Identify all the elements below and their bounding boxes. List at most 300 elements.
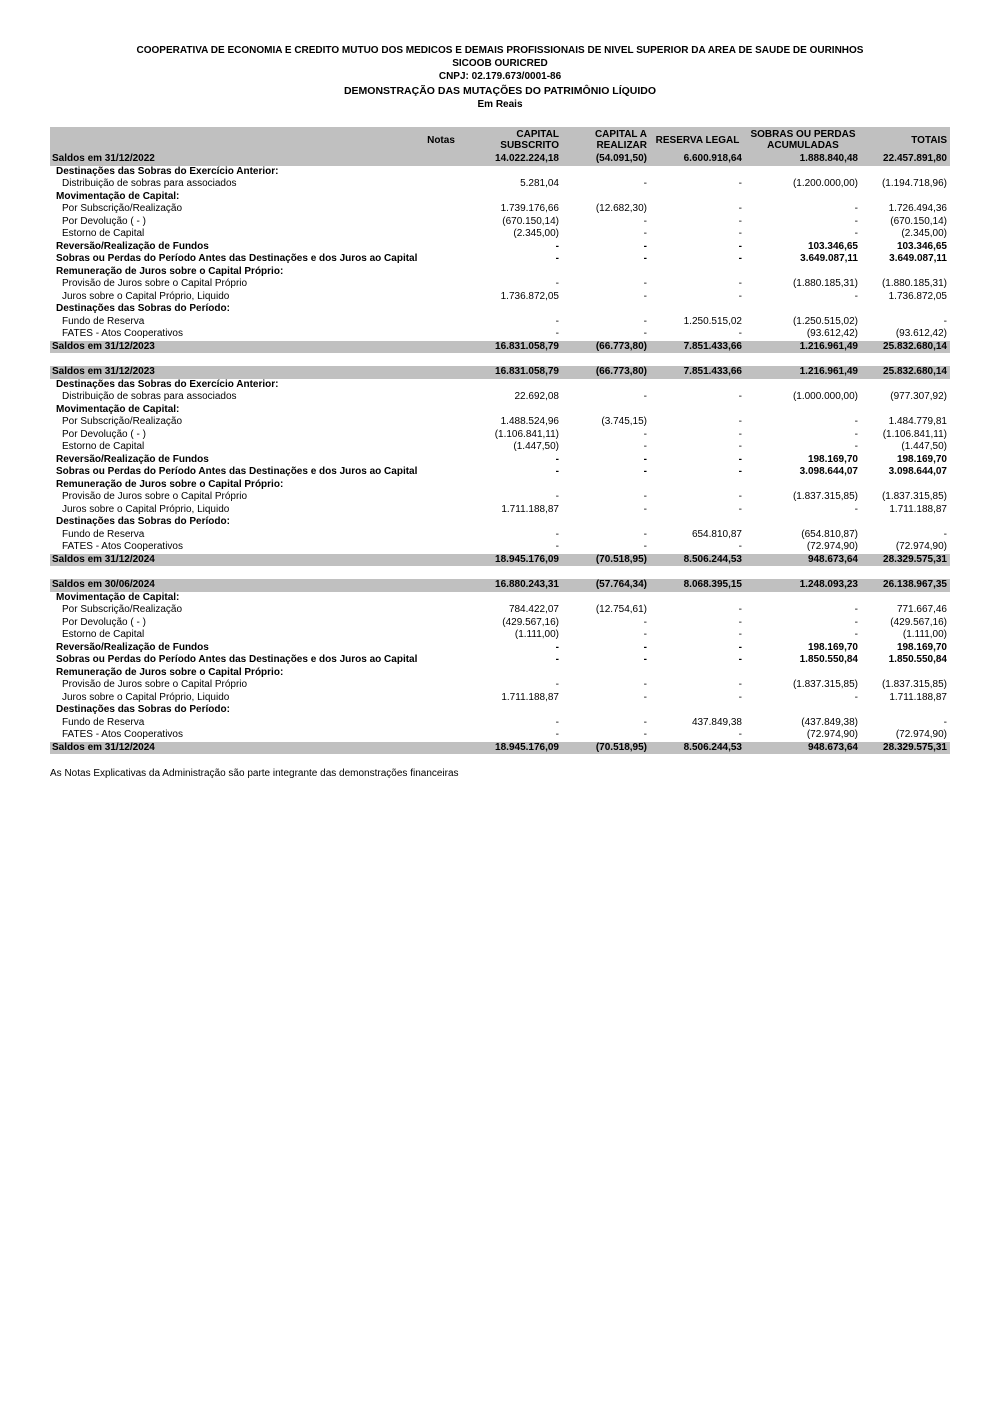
cell-reserva-legal <box>650 303 745 316</box>
cell-notas <box>418 617 464 630</box>
cell-notas <box>418 704 464 717</box>
cell-capital-subscrito: (1.111,00) <box>514 629 559 640</box>
cell-sobras-ou-perdas-acumuladas <box>745 592 861 605</box>
row-label: Destinações das Sobras do Período: <box>56 704 230 715</box>
cell-sobras-ou-perdas-acumuladas <box>745 404 861 417</box>
cell-capital-a-realizar: - <box>643 278 647 289</box>
cell-notas <box>418 178 464 191</box>
row-label: Fundo de Reserva <box>62 528 145 540</box>
row-label: Por Devolução ( - ) <box>62 428 146 440</box>
row-label: Remuneração de Juros sobre o Capital Próprio: <box>56 666 284 678</box>
cell-sobras-ou-perdas-acumuladas: 1.850.550,84 <box>799 654 858 665</box>
table-row <box>50 742 950 755</box>
cell-totais: (1.106.841,11) <box>882 428 947 440</box>
cell-sobras-ou-perdas-acumuladas <box>745 667 861 680</box>
cell-totais: 1.711.188,87 <box>889 503 947 515</box>
cell-capital-a-realizar <box>562 667 650 680</box>
table-row <box>50 654 950 667</box>
cell-notas <box>418 316 464 329</box>
table-row <box>50 316 950 329</box>
table-row <box>50 629 950 642</box>
cell-capital-subscrito: 22.692,08 <box>514 391 559 402</box>
cell-capital-subscrito <box>464 379 562 392</box>
cell-capital-subscrito: 14.022.224,18 <box>464 153 562 166</box>
row-label: Por Subscrição/Realização <box>62 416 183 427</box>
cell-sobras-ou-perdas-acumuladas: - <box>854 629 858 640</box>
cell-totais: (72.974,90) <box>895 729 947 740</box>
column-header-notas: Notas <box>418 127 464 153</box>
cell-capital-a-realizar <box>562 479 650 492</box>
spacer-row <box>50 566 950 579</box>
cell-sobras-ou-perdas-acumuladas: 1.216.961,49 <box>745 341 861 354</box>
row-label: Saldos em 31/12/2023 <box>50 366 418 379</box>
row-label: Fundo de Reserva <box>62 315 145 327</box>
cell-capital-a-realizar: - <box>643 253 647 264</box>
cell-capital-a-realizar: - <box>643 328 647 339</box>
table-row <box>50 717 950 730</box>
row-label: Provisão de Juros sobre o Capital Próprio <box>62 679 248 690</box>
table-row <box>50 253 950 266</box>
cell-capital-subscrito <box>464 303 562 316</box>
cell-notas <box>418 441 464 454</box>
cell-totais: (977.307,92) <box>890 391 947 402</box>
cell-reserva-legal <box>650 404 745 417</box>
cell-notas <box>418 166 464 179</box>
cell-notas <box>418 692 464 705</box>
cell-totais: 3.649.087,11 <box>889 253 947 264</box>
cell-sobras-ou-perdas-acumuladas: (1.880.185,31) <box>792 278 858 289</box>
cell-capital-subscrito <box>464 191 562 204</box>
cell-capital-subscrito: 16.831.058,79 <box>464 366 562 379</box>
table-row <box>50 303 950 316</box>
cell-capital-subscrito: 784.422,07 <box>508 604 559 615</box>
table-row <box>50 178 950 191</box>
cell-notas <box>418 529 464 542</box>
cell-totais: (1.837.315,85) <box>881 679 947 690</box>
cell-capital-a-realizar: - <box>643 541 647 552</box>
cell-reserva-legal: - <box>738 290 742 302</box>
cell-capital-a-realizar: - <box>643 228 647 239</box>
cell-totais: (72.974,90) <box>895 541 947 552</box>
row-label: Saldos em 31/12/2022 <box>50 153 418 166</box>
table-row <box>50 241 950 254</box>
cell-notas <box>418 228 464 241</box>
table-row <box>50 266 950 279</box>
row-label: FATES - Atos Cooperativos <box>62 729 183 740</box>
cell-totais <box>861 516 950 529</box>
row-label: Movimentação de Capital: <box>56 190 180 202</box>
cell-reserva-legal: - <box>738 541 742 552</box>
cell-capital-subscrito: (1.106.841,11) <box>494 428 559 440</box>
cell-totais: 25.832.680,14 <box>861 341 950 354</box>
cell-sobras-ou-perdas-acumuladas: (654.810,87) <box>801 528 858 540</box>
cell-notas <box>418 341 464 354</box>
table-row <box>50 466 950 479</box>
table-row <box>50 366 950 379</box>
table-row <box>50 541 950 554</box>
cell-reserva-legal: - <box>738 391 742 402</box>
cell-sobras-ou-perdas-acumuladas: 198.169,70 <box>807 453 858 465</box>
cell-notas <box>418 429 464 442</box>
cell-notas <box>418 579 464 592</box>
cell-reserva-legal: - <box>738 178 742 189</box>
cell-reserva-legal: - <box>738 679 742 690</box>
table-row <box>50 729 950 742</box>
cell-sobras-ou-perdas-acumuladas <box>745 166 861 179</box>
table-row <box>50 441 950 454</box>
cell-capital-a-realizar: - <box>643 428 647 440</box>
row-label: Saldos em 31/12/2024 <box>50 742 418 755</box>
cell-reserva-legal: 7.851.433,66 <box>650 366 745 379</box>
cell-sobras-ou-perdas-acumuladas: (1.837.315,85) <box>792 491 858 502</box>
cell-notas <box>418 379 464 392</box>
cell-reserva-legal: - <box>738 203 742 214</box>
table-row <box>50 278 950 291</box>
row-label: Movimentação de Capital: <box>56 403 180 415</box>
cell-reserva-legal <box>650 479 745 492</box>
cell-totais <box>861 166 950 179</box>
cell-capital-a-realizar: (3.745,15) <box>601 416 647 427</box>
column-header-totais: TOTAIS <box>861 127 950 153</box>
cell-capital-a-realizar <box>562 592 650 605</box>
cell-totais: (2.345,00) <box>901 228 947 239</box>
cell-capital-a-realizar <box>562 404 650 417</box>
row-label: Provisão de Juros sobre o Capital Próprio <box>62 278 248 289</box>
cell-totais <box>861 303 950 316</box>
cell-sobras-ou-perdas-acumuladas <box>745 479 861 492</box>
row-label: Estorno de Capital <box>62 228 145 239</box>
row-label: Por Devolução ( - ) <box>62 616 146 628</box>
cell-capital-a-realizar: - <box>643 290 647 302</box>
cell-capital-subscrito: 5.281,04 <box>520 178 559 189</box>
cell-capital-subscrito: (670.150,14) <box>502 215 559 227</box>
cell-notas <box>418 491 464 504</box>
cell-capital-a-realizar: - <box>643 178 647 189</box>
row-label: Sobras ou Perdas do Período Antes das Destinações e dos Juros ao Capital <box>56 466 418 477</box>
column-header-reserva-legal: RESERVA LEGAL <box>650 127 745 153</box>
column-header-capital-a-realizar: CAPITAL A REALIZAR <box>562 127 650 153</box>
cell-notas <box>418 592 464 605</box>
cell-sobras-ou-perdas-acumuladas: 3.098.644,07 <box>799 466 858 477</box>
row-label: Saldos em 31/12/2024 <box>50 554 418 567</box>
cell-notas <box>418 629 464 642</box>
cell-reserva-legal <box>650 516 745 529</box>
table-row <box>50 404 950 417</box>
cell-capital-a-realizar <box>562 266 650 279</box>
cell-sobras-ou-perdas-acumuladas: 3.649.087,11 <box>800 253 858 264</box>
cell-sobras-ou-perdas-acumuladas: - <box>854 604 858 615</box>
table-row <box>50 191 950 204</box>
cell-notas <box>418 241 464 254</box>
cell-capital-subscrito: - <box>555 541 559 552</box>
table-row <box>50 504 950 517</box>
cell-capital-subscrito: - <box>555 679 559 690</box>
cell-capital-a-realizar: - <box>643 391 647 402</box>
cell-sobras-ou-perdas-acumuladas: - <box>854 215 858 227</box>
cell-capital-a-realizar: - <box>643 641 647 653</box>
spacer-cell <box>50 353 950 366</box>
row-label: Reversão/Realização de Fundos <box>56 453 209 465</box>
cell-totais: 22.457.891,80 <box>861 153 950 166</box>
cell-reserva-legal: - <box>738 604 742 615</box>
cell-reserva-legal: 8.506.244,53 <box>650 742 745 755</box>
cell-notas <box>418 504 464 517</box>
cell-notas <box>418 303 464 316</box>
cell-totais: - <box>943 716 947 728</box>
cell-sobras-ou-perdas-acumuladas: - <box>854 616 858 628</box>
cnpj: CNPJ: 02.179.673/0001-86 <box>438 71 562 82</box>
cell-reserva-legal: - <box>738 278 742 289</box>
cell-totais: - <box>943 528 947 540</box>
cell-capital-subscrito: - <box>555 328 559 339</box>
cell-reserva-legal: - <box>738 453 742 465</box>
row-label: Destinações das Sobras do Período: <box>56 516 230 527</box>
cell-notas <box>418 404 464 417</box>
cell-totais <box>861 592 950 605</box>
cell-reserva-legal: - <box>738 491 742 502</box>
cell-reserva-legal: 437.849,38 <box>691 716 742 728</box>
cell-reserva-legal: - <box>738 228 742 239</box>
cell-sobras-ou-perdas-acumuladas: - <box>854 290 858 302</box>
cell-reserva-legal <box>650 191 745 204</box>
cell-notas <box>418 717 464 730</box>
table-row <box>50 667 950 680</box>
cell-capital-subscrito <box>464 516 562 529</box>
cell-capital-subscrito: - <box>555 491 559 502</box>
cell-sobras-ou-perdas-acumuladas: (1.000.000,00) <box>792 391 858 402</box>
cell-totais: 28.329.575,31 <box>861 554 950 567</box>
cell-notas <box>418 679 464 692</box>
cell-notas <box>418 291 464 304</box>
table-row <box>50 554 950 567</box>
cell-totais: (1.880.185,31) <box>881 278 947 289</box>
cell-sobras-ou-perdas-acumuladas: (72.974,90) <box>806 729 858 740</box>
cell-totais: 3.098.644,07 <box>888 466 947 477</box>
cell-notas <box>418 416 464 429</box>
table-row <box>50 228 950 241</box>
table-row <box>50 692 950 705</box>
column-header-sobras-ou-perdas-acumuladas: SOBRAS OU PERDAS ACUMULADAS <box>745 127 861 153</box>
cell-reserva-legal: 6.600.918,64 <box>650 153 745 166</box>
table-row <box>50 579 950 592</box>
cell-totais <box>861 479 950 492</box>
cell-capital-subscrito: - <box>555 729 559 740</box>
cell-sobras-ou-perdas-acumuladas: 103.346,65 <box>807 240 858 252</box>
cell-sobras-ou-perdas-acumuladas: 1.216.961,49 <box>745 366 861 379</box>
row-label: Por Subscrição/Realização <box>62 604 183 615</box>
cell-totais: 1.850.550,84 <box>888 654 947 665</box>
spacer-cell <box>50 566 950 579</box>
cell-reserva-legal: - <box>738 328 742 339</box>
row-label: Sobras ou Perdas do Período Antes das Destinações e dos Juros ao Capital <box>56 253 418 264</box>
cell-notas <box>418 366 464 379</box>
table-row <box>50 454 950 467</box>
cell-totais <box>861 667 950 680</box>
cell-totais: 28.329.575,31 <box>861 742 950 755</box>
cell-reserva-legal <box>650 166 745 179</box>
cell-notas <box>418 216 464 229</box>
cell-reserva-legal: - <box>738 253 742 264</box>
cell-capital-a-realizar: - <box>643 729 647 740</box>
cell-capital-subscrito: 1.736.872,05 <box>500 290 559 302</box>
cell-sobras-ou-perdas-acumuladas <box>745 191 861 204</box>
cell-sobras-ou-perdas-acumuladas <box>745 516 861 529</box>
cell-totais: 198.169,70 <box>896 453 947 465</box>
cell-sobras-ou-perdas-acumuladas <box>745 379 861 392</box>
row-label: FATES - Atos Cooperativos <box>62 328 183 339</box>
table-row <box>50 341 950 354</box>
row-label: Provisão de Juros sobre o Capital Próprio <box>62 491 248 502</box>
table-row <box>50 617 950 630</box>
cell-totais: (1.111,00) <box>902 629 947 640</box>
cell-notas <box>418 479 464 492</box>
label-column-header <box>50 127 418 153</box>
cell-capital-subscrito <box>464 266 562 279</box>
cell-notas <box>418 642 464 655</box>
cell-capital-a-realizar: (66.773,80) <box>562 341 650 354</box>
header-row <box>50 127 950 153</box>
cell-reserva-legal: - <box>738 466 742 477</box>
cell-reserva-legal: - <box>738 240 742 252</box>
cell-totais: (1.837.315,85) <box>881 491 947 502</box>
cell-totais <box>861 379 950 392</box>
cell-reserva-legal <box>650 266 745 279</box>
cell-notas <box>418 266 464 279</box>
table-row <box>50 704 950 717</box>
cell-totais: (1.447,50) <box>901 441 947 452</box>
cell-totais: 103.346,65 <box>896 240 947 252</box>
cell-capital-a-realizar: - <box>643 716 647 728</box>
cell-capital-a-realizar: - <box>643 466 647 477</box>
cell-sobras-ou-perdas-acumuladas: (437.849,38) <box>801 716 858 728</box>
cell-capital-a-realizar: (57.764,34) <box>562 579 650 592</box>
row-label: Reversão/Realização de Fundos <box>56 641 209 653</box>
row-label: Saldos em 31/12/2023 <box>50 341 418 354</box>
cell-sobras-ou-perdas-acumuladas: (93.612,42) <box>806 328 858 339</box>
cell-sobras-ou-perdas-acumuladas: - <box>854 691 858 703</box>
cell-capital-subscrito: 16.880.243,31 <box>464 579 562 592</box>
cell-reserva-legal: 8.068.395,15 <box>650 579 745 592</box>
cell-totais: 26.138.967,35 <box>861 579 950 592</box>
cell-capital-a-realizar: - <box>643 679 647 690</box>
cell-totais: (670.150,14) <box>890 215 947 227</box>
cell-notas <box>418 391 464 404</box>
cell-totais: 1.711.188,87 <box>889 691 947 703</box>
cell-sobras-ou-perdas-acumuladas <box>745 266 861 279</box>
cell-totais: (1.194.718,96) <box>881 178 947 189</box>
cell-capital-a-realizar: - <box>643 691 647 703</box>
equity-table-body <box>50 153 950 754</box>
document-header <box>50 44 950 111</box>
company-name: COOPERATIVA DE ECONOMIA E CREDITO MUTUO DOS MEDICOS E DEMAIS PROFISSIONAIS DE NIVEL SUPERIOR DA AREA DE SAUDE DE OURINHOS <box>136 45 864 56</box>
row-label: Remuneração de Juros sobre o Capital Próprio: <box>56 265 284 277</box>
cell-capital-a-realizar: (54.091,50) <box>562 153 650 166</box>
cell-capital-subscrito: - <box>555 453 559 465</box>
cell-capital-subscrito: - <box>555 466 559 477</box>
cell-capital-subscrito: 1.711.188,87 <box>501 503 559 515</box>
row-label: FATES - Atos Cooperativos <box>62 541 183 552</box>
cell-capital-subscrito: 1.488.524,96 <box>500 416 559 427</box>
cell-notas <box>418 742 464 755</box>
table-row <box>50 416 950 429</box>
cell-reserva-legal <box>650 379 745 392</box>
cell-capital-a-realizar: - <box>643 654 647 665</box>
cell-reserva-legal: - <box>738 616 742 628</box>
cell-capital-a-realizar: - <box>643 215 647 227</box>
cell-totais <box>861 266 950 279</box>
cell-totais: (93.612,42) <box>895 328 947 339</box>
cell-capital-a-realizar: - <box>643 491 647 502</box>
cell-capital-a-realizar <box>562 379 650 392</box>
cell-capital-subscrito: - <box>555 253 559 264</box>
cell-reserva-legal: - <box>738 503 742 515</box>
row-label: Por Subscrição/Realização <box>62 203 183 214</box>
cell-sobras-ou-perdas-acumuladas: - <box>854 228 858 239</box>
cell-capital-a-realizar: (12.754,61) <box>595 604 647 615</box>
table-row <box>50 166 950 179</box>
cell-capital-a-realizar: (70.518,95) <box>562 554 650 567</box>
cell-totais <box>861 704 950 717</box>
row-label: Fundo de Reserva <box>62 716 145 728</box>
spacer-row <box>50 353 950 366</box>
cell-totais: (429.567,16) <box>890 616 947 628</box>
cell-capital-subscrito <box>464 166 562 179</box>
cell-capital-a-realizar: - <box>643 629 647 640</box>
row-label: Por Devolução ( - ) <box>62 215 146 227</box>
table-row <box>50 516 950 529</box>
row-label: Destinações das Sobras do Período: <box>56 303 230 314</box>
cell-reserva-legal <box>650 704 745 717</box>
cell-notas <box>418 191 464 204</box>
cell-totais: 1.736.872,05 <box>888 290 947 302</box>
cell-sobras-ou-perdas-acumuladas: - <box>854 503 858 515</box>
cell-sobras-ou-perdas-acumuladas: 1.888.840,48 <box>745 153 861 166</box>
table-row <box>50 479 950 492</box>
cell-sobras-ou-perdas-acumuladas: 948.673,64 <box>745 554 861 567</box>
cell-capital-a-realizar: - <box>643 616 647 628</box>
cell-notas <box>418 153 464 166</box>
table-row <box>50 291 950 304</box>
cell-sobras-ou-perdas-acumuladas: 948.673,64 <box>745 742 861 755</box>
cell-capital-subscrito: (429.567,16) <box>502 616 559 628</box>
table-row <box>50 153 950 166</box>
cell-reserva-legal: - <box>738 654 742 665</box>
cell-capital-a-realizar: - <box>643 503 647 515</box>
cell-capital-subscrito: 18.945.176,09 <box>464 742 562 755</box>
cell-capital-subscrito: 18.945.176,09 <box>464 554 562 567</box>
cell-sobras-ou-perdas-acumuladas: 198.169,70 <box>807 641 858 653</box>
cell-capital-subscrito: - <box>555 716 559 728</box>
cell-capital-a-realizar <box>562 516 650 529</box>
row-label: Juros sobre o Capital Próprio, Liquido <box>62 503 230 515</box>
cell-notas <box>418 516 464 529</box>
cell-notas <box>418 466 464 479</box>
cell-notas <box>418 253 464 266</box>
cell-capital-a-realizar: - <box>643 441 647 452</box>
table-row <box>50 328 950 341</box>
cell-notas <box>418 667 464 680</box>
cell-capital-subscrito: 1.711.188,87 <box>501 691 559 703</box>
cell-capital-a-realizar: - <box>643 240 647 252</box>
cell-notas <box>418 328 464 341</box>
row-label: Distribuição de sobras para associados <box>62 391 237 402</box>
cell-notas <box>418 729 464 742</box>
row-label: Estorno de Capital <box>62 441 145 452</box>
table-row <box>50 391 950 404</box>
cell-capital-subscrito: - <box>555 528 559 540</box>
cell-reserva-legal: - <box>738 215 742 227</box>
cell-sobras-ou-perdas-acumuladas: - <box>854 416 858 427</box>
